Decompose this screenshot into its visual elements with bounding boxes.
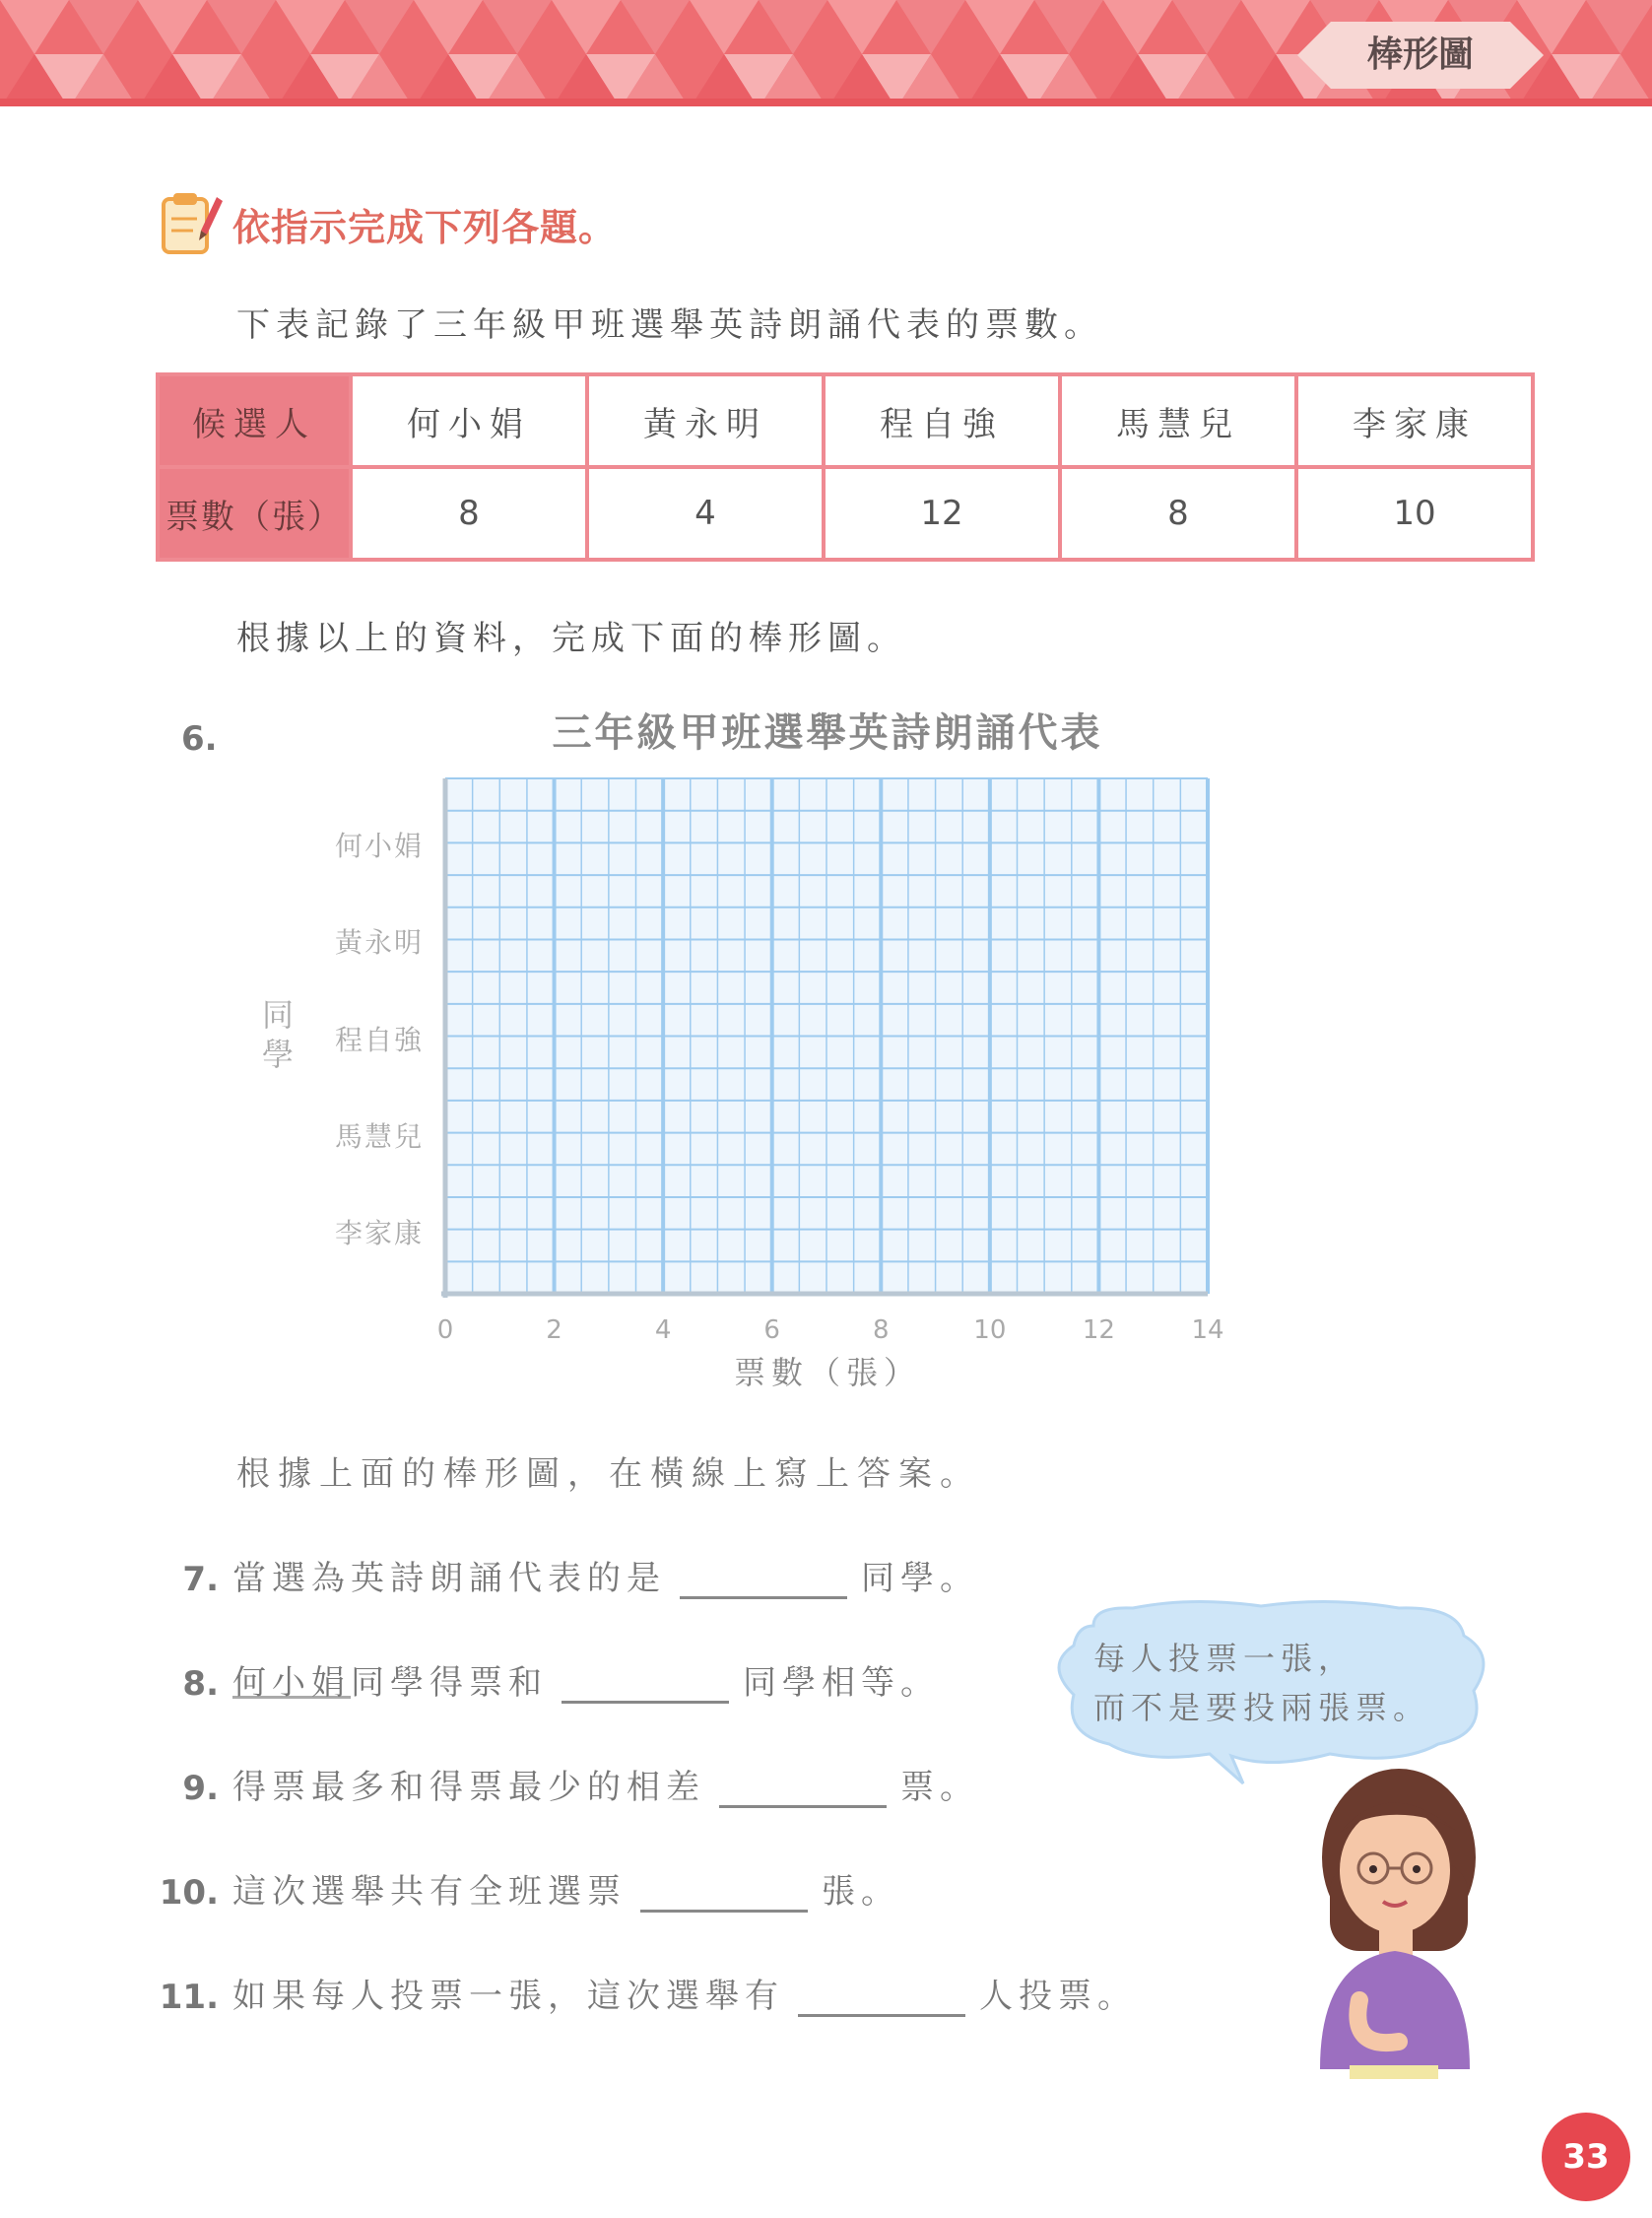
question-text-end: 人投票。 [979,1977,1137,2016]
question-text: 這次選舉共有全班選票 [232,1872,627,1912]
intro-text: 下表記錄了三年級甲班選舉英詩朗誦代表的票數。 [236,305,1103,345]
question-number: 9. [182,1769,219,1808]
y-axis-label-char: 學 [261,1036,294,1073]
candidate-cell: 黃永明 [587,374,824,467]
y-category-label: 馬慧兒 [334,1119,424,1153]
question-number: 11. [159,1978,219,2017]
question-name: 何小娟 [232,1663,351,1703]
answer-blank[interactable] [640,1876,808,1913]
question-number: 7. [182,1560,219,1599]
votes-cell: 4 [587,467,824,560]
y-axis-label [258,995,297,1074]
page-number: 33 [1542,2113,1630,2201]
answer-blank[interactable] [798,1981,965,2017]
y-category-label: 李家康 [334,1216,424,1249]
chart-title: 三年級甲班選舉英詩朗誦代表 [552,710,1103,756]
y-category-label: 程自強 [334,1023,424,1056]
question-9 [158,1760,979,1808]
answer-blank[interactable] [680,1563,847,1599]
x-tick-label: 0 [436,1315,454,1345]
votes-cell: 8 [1060,467,1296,560]
question-text-end: 同學相等。 [743,1663,940,1703]
answer-blank[interactable] [562,1667,729,1704]
question-text: 當選為英詩朗誦代表的是 [232,1559,666,1598]
x-tick-label: 6 [763,1315,780,1345]
question-number: 8. [182,1664,219,1704]
votes-cell: 8 [351,467,587,560]
x-tick-label: 2 [546,1315,562,1345]
question-text-end: 同學。 [861,1559,979,1598]
question-6-number: 6. [181,719,218,759]
candidate-cell: 馬慧兒 [1060,374,1296,467]
x-tick-label: 14 [1191,1315,1224,1345]
instruction-heading: 依指示完成下列各題。 [232,206,618,249]
question-number: 10. [159,1873,219,1913]
question-7 [158,1551,979,1599]
votes-cell: 10 [1296,467,1533,560]
row-header-votes: 票數（張） [158,467,351,560]
bubble-line-2: 而不是要投兩張票。 [1093,1689,1431,1726]
bubble-line-1: 每人投票一張， [1093,1640,1356,1677]
x-tick-label: 8 [873,1315,890,1345]
question-text: 得票最多和得票最少的相差 [232,1768,705,1807]
question-text: 如果每人投票一張，這次選舉有 [232,1977,784,2016]
chapter-tag-label: 棒形圖 [1366,34,1474,75]
speech-bubble-text [1093,1634,1468,1732]
x-axis-label: 票數（張） [733,1354,921,1391]
question-text-end: 張。 [822,1872,900,1912]
y-category-label: 何小娟 [334,830,424,863]
votes-cell: 12 [824,467,1060,560]
candidate-cell: 程自強 [824,374,1060,467]
question-8 [158,1655,940,1704]
candidate-cell: 李家康 [1296,374,1533,467]
question-10 [158,1864,900,1913]
answer-blank[interactable] [719,1772,887,1808]
row-header-candidate: 候選人 [158,374,351,467]
y-axis-label-char: 同 [261,996,294,1034]
y-category-label: 黃永明 [334,926,424,960]
x-tick-label: 4 [654,1315,672,1345]
question-11 [158,1969,1137,2017]
chart-instruction: 根據以上的資料，完成下面的棒形圖。 [236,619,906,658]
question-text-end: 票。 [900,1768,979,1807]
x-tick-label: 10 [973,1315,1007,1345]
teacher-illustration [1290,1754,1487,2079]
question-text: 同學得票和 [351,1663,548,1703]
questions-intro: 根據上面的棒形圖，在橫線上寫上答案。 [236,1454,981,1494]
x-tick-label: 12 [1082,1315,1115,1345]
candidate-cell: 何小娟 [351,374,587,467]
